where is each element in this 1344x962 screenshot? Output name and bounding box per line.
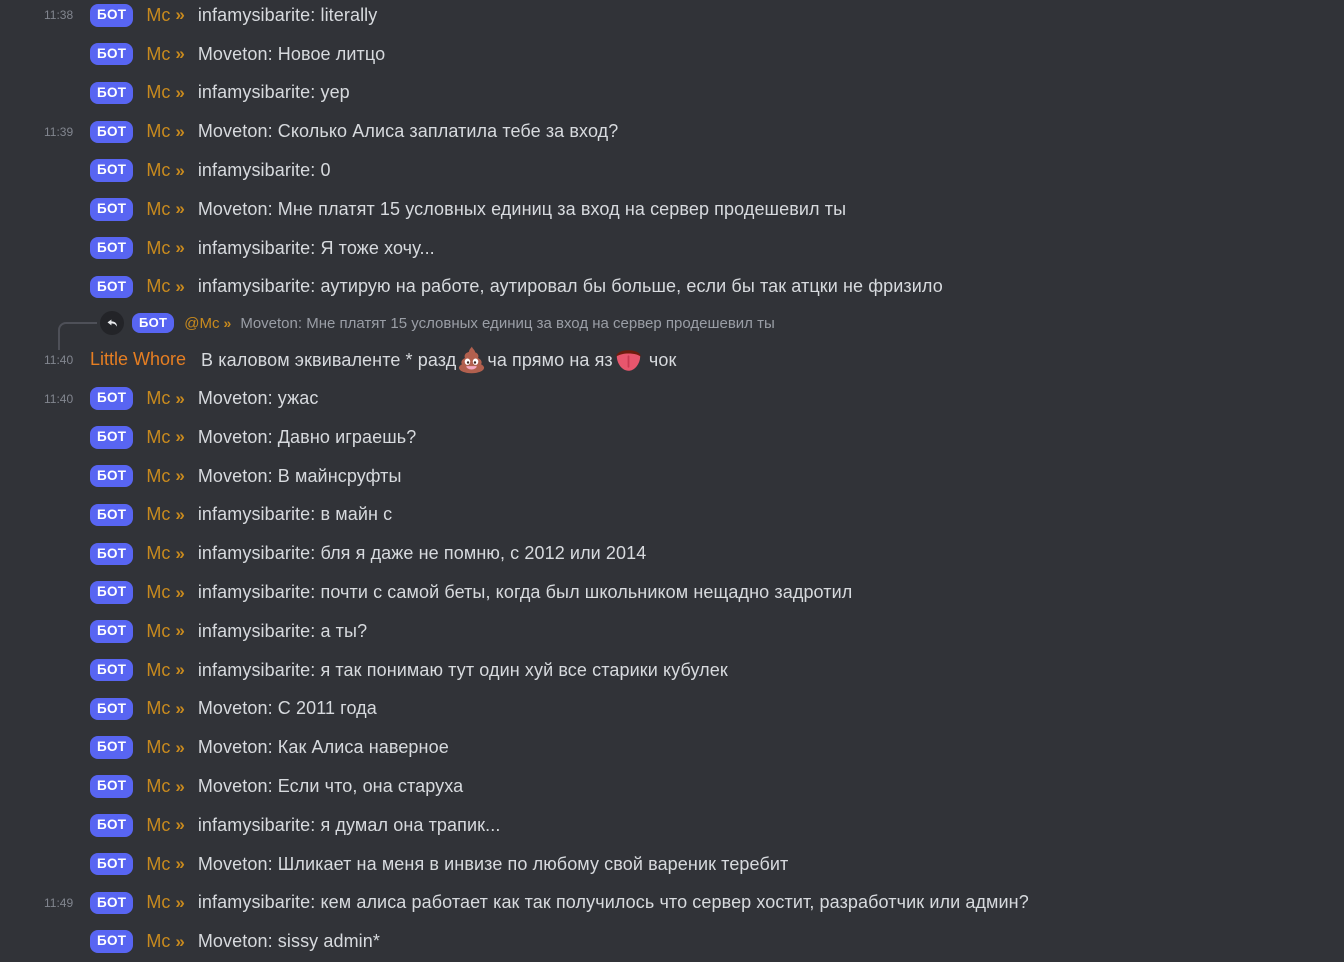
message-text-segment: В каловом эквиваленте * разд bbox=[201, 350, 457, 371]
bot-badge: БОТ bbox=[90, 620, 133, 643]
message-text: Moveton: Если что, она старуха bbox=[197, 776, 464, 797]
bot-username[interactable]: Mc bbox=[146, 465, 171, 486]
bot-badge: БОТ bbox=[90, 698, 133, 721]
bot-badge: БОТ bbox=[90, 237, 133, 260]
message-row[interactable] bbox=[0, 340, 1344, 379]
bot-badge: БОТ bbox=[90, 82, 133, 105]
bot-username[interactable]: Mc bbox=[146, 776, 171, 797]
message-text: infamysibarite: literally bbox=[197, 4, 378, 25]
message-row[interactable] bbox=[0, 74, 1344, 113]
timestamp: 11:40 bbox=[44, 391, 74, 406]
bot-username[interactable]: Mc bbox=[146, 620, 171, 641]
bot-badge: БОТ bbox=[90, 387, 133, 410]
bot-badge: БОТ bbox=[90, 853, 133, 876]
message-text-segment: ча прямо на яз bbox=[487, 350, 613, 371]
reply-arrow-icon bbox=[100, 311, 124, 335]
bot-username[interactable]: Mc bbox=[146, 388, 171, 409]
message-row[interactable] bbox=[0, 418, 1344, 457]
author-separator: » bbox=[175, 427, 185, 447]
message-row[interactable] bbox=[0, 573, 1344, 612]
author-separator: » bbox=[175, 815, 185, 835]
bot-badge: БОТ bbox=[90, 892, 133, 915]
message-text: Moveton: Давно играешь? bbox=[197, 426, 417, 447]
message-text: infamysibarite: почти с самой беты, когда был школьником нещадно задротил bbox=[197, 582, 853, 603]
timestamp: 11:39 bbox=[44, 124, 74, 139]
bot-username[interactable]: Mc bbox=[146, 814, 171, 835]
author-separator: » bbox=[175, 276, 185, 296]
message-row[interactable] bbox=[0, 0, 1344, 35]
bot-badge: БОТ bbox=[90, 814, 133, 837]
bot-badge: БОТ bbox=[90, 4, 133, 27]
message-row[interactable] bbox=[0, 35, 1344, 74]
author-separator: » bbox=[223, 315, 232, 332]
bot-badge: БОТ bbox=[90, 43, 133, 66]
author-separator: » bbox=[175, 931, 185, 951]
message-text: Moveton: С 2011 года bbox=[197, 698, 377, 719]
author-separator: » bbox=[175, 660, 185, 680]
author-separator: » bbox=[175, 582, 185, 602]
bot-username[interactable]: Mc bbox=[146, 4, 171, 25]
message-row[interactable] bbox=[0, 728, 1344, 767]
message-row[interactable] bbox=[0, 612, 1344, 651]
message-row[interactable] bbox=[0, 845, 1344, 884]
message-text bbox=[201, 345, 676, 374]
reply-preview[interactable] bbox=[0, 306, 1344, 340]
author-separator: » bbox=[175, 199, 185, 219]
timestamp: 11:49 bbox=[44, 895, 74, 910]
message-text-segment: чок bbox=[643, 350, 677, 371]
bot-username[interactable]: Mc bbox=[146, 504, 171, 525]
message-row[interactable] bbox=[0, 690, 1344, 729]
message-row[interactable] bbox=[0, 534, 1344, 573]
message-text: infamysibarite: я так понимаю тут один хуй все старики кубулек bbox=[197, 659, 728, 680]
bot-badge: БОТ bbox=[90, 504, 133, 527]
author-separator: » bbox=[175, 737, 185, 757]
message-row[interactable] bbox=[0, 767, 1344, 806]
bot-username[interactable]: Mc bbox=[146, 698, 171, 719]
message-text: infamysibarite: бля я даже не помню, с 2012 или 2014 bbox=[197, 543, 647, 564]
message-row[interactable] bbox=[0, 151, 1344, 190]
author-separator: » bbox=[175, 5, 185, 25]
bot-username[interactable]: Mc bbox=[146, 931, 171, 952]
message-text: infamysibarite: в майн с bbox=[197, 504, 393, 525]
bot-badge: БОТ bbox=[90, 159, 133, 182]
author-separator: » bbox=[175, 854, 185, 874]
bot-username[interactable]: Mc bbox=[146, 198, 171, 219]
message-text: Moveton: Как Алиса наверное bbox=[197, 737, 449, 758]
bot-username[interactable]: Mc bbox=[146, 543, 171, 564]
message-text: infamysibarite: я думал она трапик... bbox=[197, 814, 501, 835]
author-separator: » bbox=[175, 621, 185, 641]
author-separator: » bbox=[175, 543, 185, 563]
bot-badge: БОТ bbox=[90, 581, 133, 604]
bot-username[interactable]: Mc bbox=[146, 276, 171, 297]
bot-username[interactable]: Mc bbox=[146, 853, 171, 874]
message-row[interactable] bbox=[0, 268, 1344, 307]
message-row[interactable] bbox=[0, 922, 1344, 961]
reply-message-group bbox=[0, 306, 1344, 379]
message-row[interactable] bbox=[0, 651, 1344, 690]
bot-username[interactable]: Mc bbox=[146, 582, 171, 603]
bot-badge: БОТ bbox=[90, 198, 133, 221]
message-text: Moveton: ужас bbox=[197, 388, 319, 409]
message-text: Moveton: Сколько Алиса заплатила тебе за вход? bbox=[197, 121, 619, 142]
author-separator: » bbox=[175, 121, 185, 141]
message-text: Moveton: sissy admin* bbox=[197, 931, 380, 952]
bot-badge: БОТ bbox=[90, 426, 133, 449]
message-text: Moveton: Шликает на меня в инвизе по любому свой вареник теребит bbox=[197, 853, 789, 874]
bot-username[interactable]: Mc bbox=[146, 426, 171, 447]
pile-of-poo-emoji bbox=[457, 345, 486, 374]
bot-badge: БОТ bbox=[90, 465, 133, 488]
message-row[interactable] bbox=[0, 884, 1344, 923]
message-row[interactable] bbox=[0, 229, 1344, 268]
author-separator: » bbox=[175, 776, 185, 796]
message-text: Moveton: В майнсруфты bbox=[197, 465, 402, 486]
message-text: infamysibarite: кем алиса работает как так получилось что сервер хостит, разработчик или админ? bbox=[197, 892, 1029, 913]
bot-badge: БОТ bbox=[90, 276, 133, 299]
message-text: Moveton: Новое литцо bbox=[197, 43, 386, 64]
timestamp: 11:38 bbox=[44, 8, 74, 23]
username[interactable]: Little Whore bbox=[90, 349, 187, 370]
message-text: infamysibarite: аутирую на работе, аутировал бы больше, если бы так атцки не фризило bbox=[197, 276, 943, 297]
bot-username[interactable]: Mc bbox=[146, 237, 171, 258]
message-text: infamysibarite: Я тоже хочу... bbox=[197, 237, 435, 258]
message-row[interactable] bbox=[0, 496, 1344, 535]
bot-username[interactable]: Mc bbox=[146, 82, 171, 103]
author-separator: » bbox=[175, 892, 185, 912]
bot-badge: БОТ bbox=[90, 736, 133, 759]
bot-badge: БОТ bbox=[90, 775, 133, 798]
author-separator: » bbox=[175, 160, 185, 180]
author-separator: » bbox=[175, 698, 185, 718]
timestamp: 11:40 bbox=[44, 352, 74, 367]
message-text: infamysibarite: yep bbox=[197, 82, 350, 103]
author-separator: » bbox=[175, 82, 185, 102]
bot-username[interactable]: Mc bbox=[146, 659, 171, 680]
bot-badge: БОТ bbox=[90, 543, 133, 566]
message-row[interactable] bbox=[0, 457, 1344, 496]
message-text: infamysibarite: 0 bbox=[197, 160, 331, 181]
bot-username[interactable]: Mc bbox=[146, 43, 171, 64]
bot-badge: БОТ bbox=[90, 121, 133, 144]
tongue-emoji bbox=[614, 345, 643, 374]
bot-username[interactable]: Mc bbox=[146, 737, 171, 758]
reply-spine bbox=[58, 322, 97, 350]
author-separator: » bbox=[175, 238, 185, 258]
author-separator: » bbox=[175, 504, 185, 524]
bot-username[interactable]: Mc bbox=[146, 121, 171, 142]
message-text: infamysibarite: а ты? bbox=[197, 620, 368, 641]
bot-username[interactable]: Mc bbox=[146, 160, 171, 181]
message-row[interactable] bbox=[0, 806, 1344, 845]
bot-badge: БОТ bbox=[90, 930, 133, 953]
reply-mention[interactable]: @Mc bbox=[184, 314, 220, 332]
message-row[interactable] bbox=[0, 190, 1344, 229]
reply-preview-text: Moveton: Мне платят 15 условных единиц за вход на сервер продешевил ты bbox=[240, 314, 775, 332]
author-separator: » bbox=[175, 44, 185, 64]
message-row[interactable] bbox=[0, 379, 1344, 418]
bot-badge: БОТ bbox=[90, 659, 133, 682]
author-separator: » bbox=[175, 466, 185, 486]
author-separator: » bbox=[175, 388, 185, 408]
bot-username[interactable]: Mc bbox=[146, 892, 171, 913]
message-row[interactable] bbox=[0, 112, 1344, 151]
message-text: Moveton: Мне платят 15 условных единиц за вход на сервер продешевил ты bbox=[197, 198, 847, 219]
bot-badge: БОТ bbox=[132, 313, 174, 333]
